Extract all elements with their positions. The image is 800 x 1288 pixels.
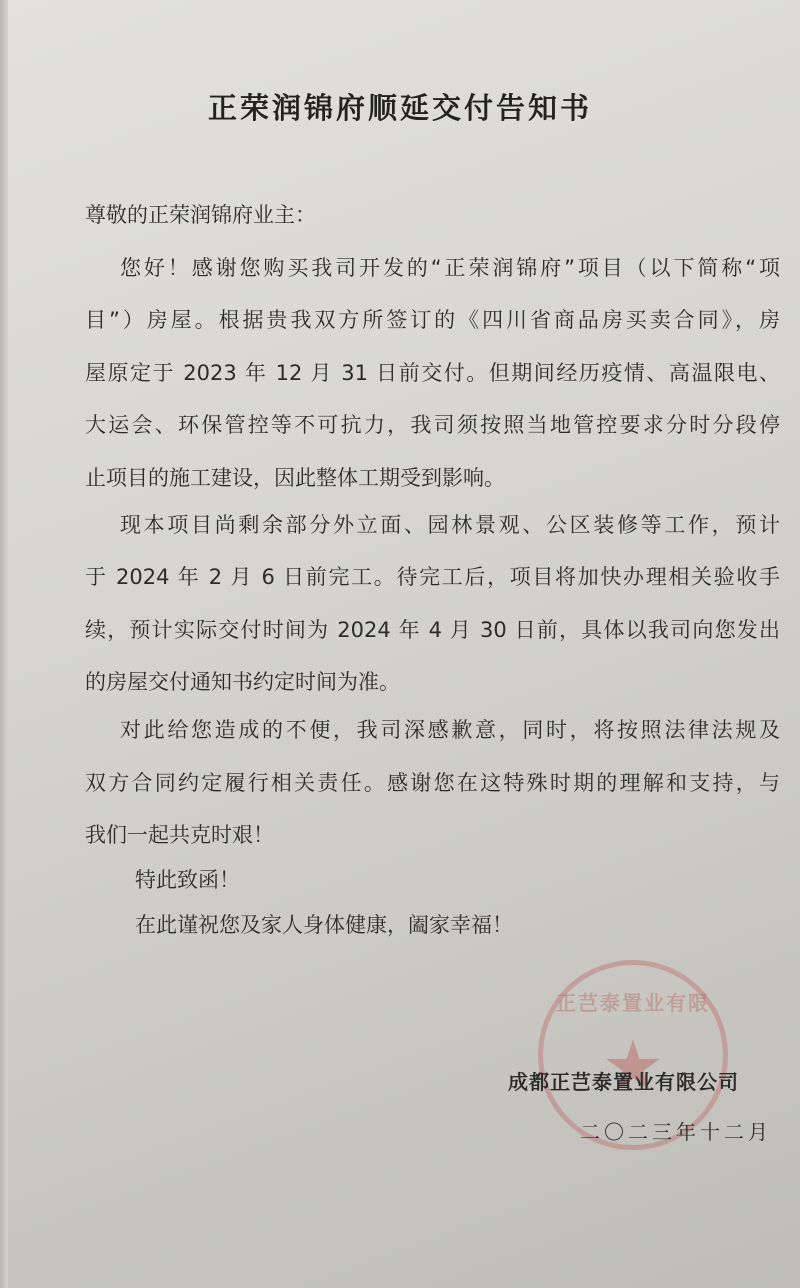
text-line: 对此给您造成的不便，我司深感歉意，同时，将按照法律法规及 bbox=[120, 718, 780, 742]
text-line: 止项目的施工建设，因此整体工期受到影响。 bbox=[85, 466, 505, 490]
document-title: 正荣润锦府顺延交付告知书 bbox=[207, 91, 592, 125]
text-line: 目”）房屋。根据贵我双方所签订的《四川省商品房买卖合同》，房 bbox=[85, 308, 780, 332]
text-line: 的房屋交付通知书约定时间为准。 bbox=[85, 670, 400, 694]
page-edge-shadow bbox=[0, 0, 8, 1288]
text-line: 大运会、环保管控等不可抗力，我司须按照当地管控要求分时分段停 bbox=[85, 413, 780, 437]
text-line: 我们一起共克时艰！ bbox=[85, 823, 274, 847]
text-line: 于 2024 年 2 月 6 日前完工。待完工后，项目将加快办理相关验收手 bbox=[85, 565, 780, 589]
text-line: 屋原定于 2023 年 12 月 31 日前交付。但期间经历疫情、高温限电、 bbox=[85, 361, 780, 385]
wishes-line: 在此谨祝您及家人身体健康，阖家幸福！ bbox=[135, 913, 513, 937]
signature-date: 二〇二三年十二月 bbox=[580, 1120, 772, 1144]
text-line: 您好！感谢您购买我司开发的“正荣润锦府”项目（以下简称“项 bbox=[120, 256, 780, 280]
star-icon: ★ bbox=[601, 1025, 665, 1107]
text-line: 续，预计实际交付时间为 2024 年 4 月 30 日前，具体以我司向您发出 bbox=[85, 618, 780, 642]
closing-line: 特此致函！ bbox=[135, 868, 240, 892]
signature-company: 成都正芑泰置业有限公司 bbox=[508, 1070, 739, 1094]
salutation: 尊敬的正荣润锦府业主： bbox=[85, 203, 316, 227]
text-line: 现本项目尚剩余部分外立面、园林景观、公区装修等工作，预计 bbox=[120, 513, 780, 537]
seal-text: 正芑泰置业有限 bbox=[556, 991, 710, 1015]
text-line: 双方合同约定履行相关责任。感谢您在这特殊时期的理解和支持，与 bbox=[85, 771, 780, 795]
